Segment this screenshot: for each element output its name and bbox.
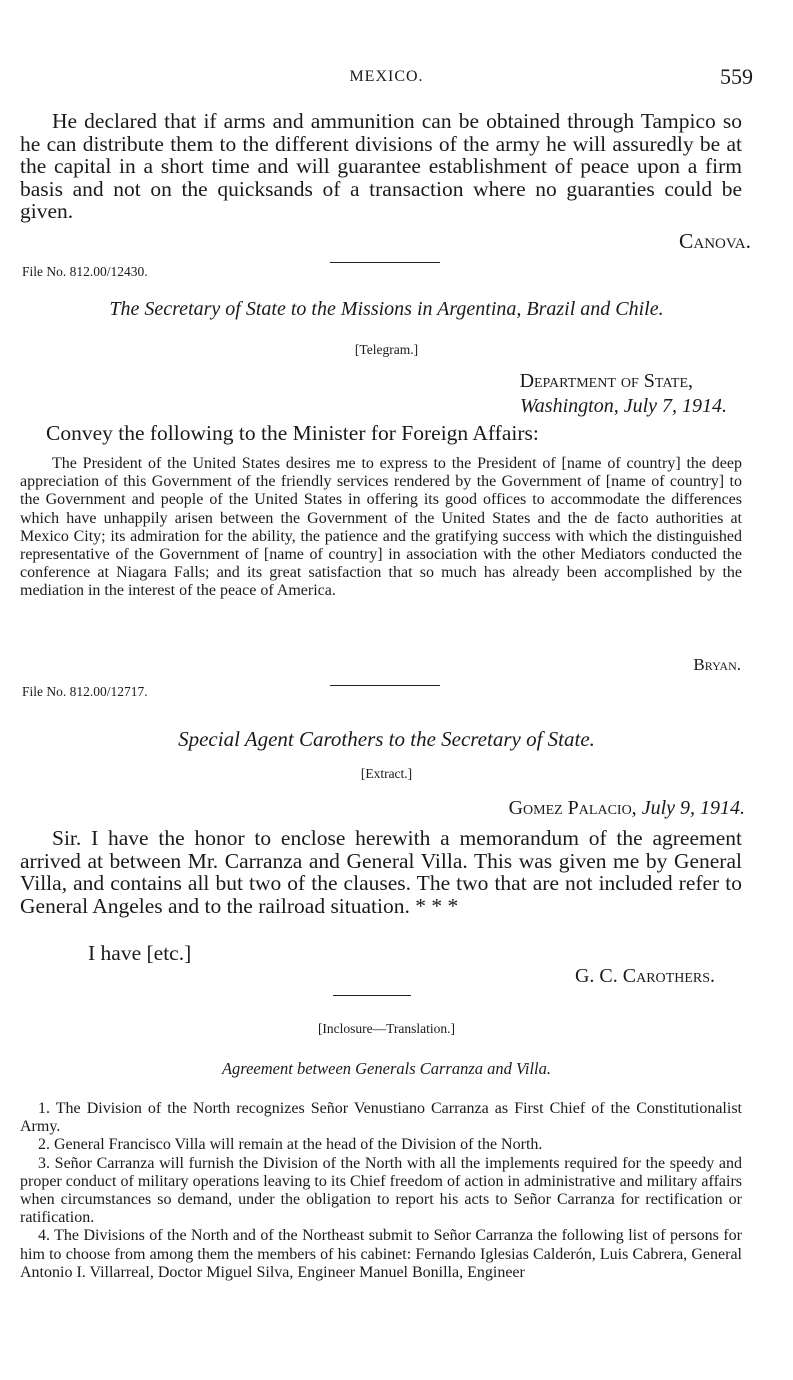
bryan-signature: Bryan.	[693, 655, 741, 674]
document-kind: [Telegram.]	[354, 342, 419, 357]
list-item: 1. The Division of the North recognizes Señor Venustiano Carranza as First Chief of the Constitutionalist Army.	[20, 1100, 742, 1136]
document-kind: [Extract.]	[360, 766, 413, 781]
document-heading: Special Agent Carothers to the Secretary of State.	[178, 727, 595, 751]
page-number: 559	[720, 64, 753, 89]
canova-body: He declared that if arms and ammunition can be obtained through Tampico so he can distribute them to the different divisions of the army he will assuredly be at the capital in a short time and will guarantee establishment of peace upon a firm basis and not on the quicksands of a transaction where no guaranties could be given.	[20, 109, 742, 224]
running-title: MEXICO.	[349, 68, 424, 85]
file-number: File No. 812.00/12430.	[22, 264, 148, 279]
enclosure-kind: [Inclosure—Translation.]	[317, 1021, 456, 1036]
section-divider	[330, 262, 440, 263]
canova-signature: Canova.	[679, 229, 751, 253]
dateline-date: July 9, 1914.	[641, 797, 745, 819]
list-item: 3. Señor Carranza will furnish the Division of the North with all the implements required for the speedy and proper conduct of military operations leaving to its Chief freedom of action in administrative and military affairs when circumstances so demand, under the obligation to report his acts to Señor Carranza for rectification or ratification.	[20, 1154, 742, 1227]
dateline-date: Washington, July 7, 1914.	[519, 395, 727, 417]
section-divider	[333, 995, 411, 996]
file-number: File No. 812.00/12717.	[22, 684, 148, 699]
dateline-place: Gomez Palacio,	[508, 797, 637, 819]
dateline-place: Department of State,	[519, 370, 693, 392]
page-header	[20, 64, 753, 94]
letter-closing: I have [etc.]	[88, 941, 192, 965]
document-heading: The Secretary of State to the Missions in Argentina, Brazil and Chile.	[109, 298, 664, 320]
telegram-body: The President of the United States desires me to express to the President of [name of country] the deep appreciation of this Government of the friendly services rendered by the Government of [name of country] to the Government and people of the United States in offering its good offices to accommodate the differences which have unhappily arisen between the Government of the United States and the de facto authorities at Mexico City; its admiration for the ability, the patience and the gratifying success with which the distinguished representative of the Government of [name of country] in association with the other Mediators conducted the conference at Niagara Falls; and its great satisfaction that so much has already been accomplished by the mediation in the interest of the peace of America.	[20, 455, 742, 600]
list-item: 2. General Francisco Villa will remain at the head of the Division of the North.	[38, 1136, 543, 1154]
agreement-title: Agreement between Generals Carranza and Villa.	[221, 1059, 552, 1078]
telegram-intro: Convey the following to the Minister for Foreign Affairs:	[46, 421, 539, 445]
list-item: 4. The Divisions of the North and of the Northeast submit to Señor Carranza the following list of persons for him to choose from among them the members of his cabinet: Fernando Iglesias Calderón, Luis Cabrera, General Antonio I. Villarreal, Doctor Miguel Silva, Engineer Manuel Bonilla, Engineer	[20, 1227, 742, 1281]
agreement-list	[20, 1100, 742, 1282]
carothers-signature: G. C. Carothers.	[574, 965, 715, 987]
dateline	[509, 797, 745, 820]
letter-body: Sir. I have the honor to enclose herewith a memorandum of the agreement arrived at between Mr. Carranza and General Villa. This was given me by General Villa, and contains all but two of the clauses. The two that are not included refer to General Angeles and to the railroad situation. * * *	[20, 826, 742, 918]
section-divider	[330, 685, 440, 686]
